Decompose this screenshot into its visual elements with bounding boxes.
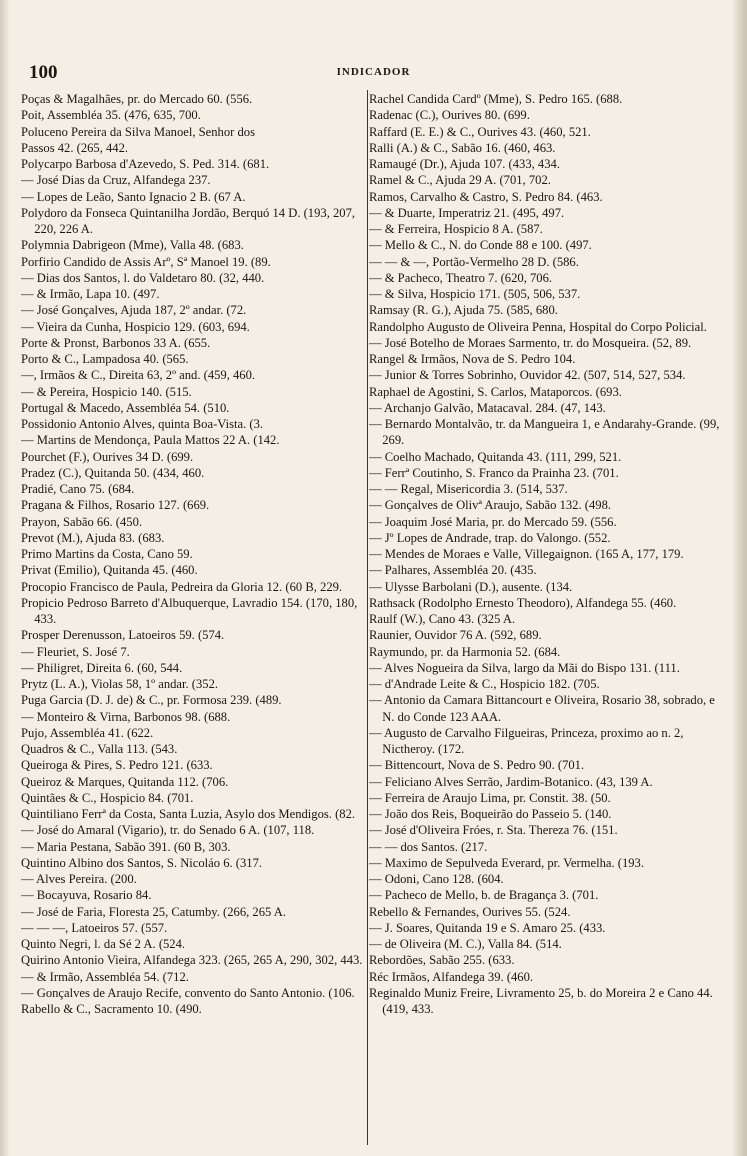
directory-entry: Quinto Negri, l. da Sé 2 A. (524.	[21, 937, 186, 951]
directory-entry: — Joaquim José Maria, pr. do Mercado 59. (556.	[369, 514, 617, 529]
directory-entry: Poit, Assembléa 35. (476, 635, 700.	[21, 108, 201, 123]
directory-entry: Ralli (A.) & C., Sabão 16. (460, 463.	[369, 140, 556, 155]
directory-entry: Radenac (C.), Ourives 80. (699.	[369, 108, 530, 123]
directory-entry: — José Botelho de Moraes Sarmento, tr. do Mosqueira. (52, 89.	[369, 335, 692, 350]
directory-entry: — Philigret, Direita 6. (60, 544.	[21, 660, 183, 675]
directory-entry: Rathsack (Rodolpho Ernesto Theodoro), Alfandega 55. (460.	[369, 595, 677, 610]
directory-entry: — — & —, Portão-Vermelho 28 D. (586.	[369, 254, 579, 269]
directory-column-left	[21, 91, 371, 1017]
directory-entry: — Alves Nogueira da Silva, largo da Mãi do Bispo 131. (111.	[369, 660, 680, 675]
directory-entry: Ramsay (R. G.), Ajuda 75. (585, 680.	[369, 303, 558, 318]
directory-entry: — Coelho Machado, Quitanda 43. (111, 299, 521.	[369, 449, 622, 464]
directory-entry: Quintino Albino dos Santos, S. Nicoláo 6. (317.	[21, 855, 263, 870]
directory-entry: — Alves Pereira. (200.	[21, 872, 137, 886]
directory-entry: — Gonçalves de Araujo Recife, convento do Santo Antonio. (106.	[21, 985, 355, 1000]
page-edge-left	[0, 0, 10, 1156]
directory-entry: — José Dias da Cruz, Alfandega 237.	[21, 173, 211, 188]
directory-entry: Ramaugé (Dr.), Ajuda 107. (433, 434.	[369, 157, 560, 171]
directory-entry: — Junior & Torres Sobrinho, Ouvidor 42. (507, 514, 527, 534.	[369, 368, 686, 383]
directory-entry: — J. Soares, Quitanda 19 e S. Amaro 25. (433.	[369, 920, 606, 935]
running-title: INDICADOR	[336, 66, 411, 78]
directory-entry: Polycarpo Barbosa d'Azevedo, S. Ped. 314. (681.	[21, 157, 270, 171]
directory-entry: Portugal & Macedo, Assembléa 54. (510.	[21, 400, 230, 415]
directory-entry: Prayon, Sabão 66. (450.	[21, 514, 143, 529]
directory-entry: Polydoro da Fonseca Quintanilha Jordão, Berquó 14 D. (193, 207, 220, 226 A.	[21, 205, 356, 236]
directory-entry: Primo Martins da Costa, Cano 59.	[21, 547, 193, 561]
directory-entry: Porfirio Candido de Assis Arº, Sª Manoel 19. (89.	[21, 254, 271, 269]
directory-entry: Raffard (E. E.) & C., Ourives 43. (460, 521.	[369, 124, 591, 139]
directory-entry: — & Irmão, Assembléa 54. (712.	[21, 969, 189, 984]
directory-entry: — Vieira da Cunha, Hospicio 129. (603, 694.	[21, 319, 250, 334]
directory-entry: Pourchet (F.), Ourives 34 D. (699.	[21, 449, 194, 464]
directory-entry: Privat (Emilio), Quitanda 45. (460.	[21, 563, 198, 578]
directory-entry: — — dos Santos. (217.	[369, 839, 488, 854]
directory-entry: Quadros & C., Valla 113. (543.	[21, 742, 178, 756]
directory-entry: — Bittencourt, Nova de S. Pedro 90. (701.	[369, 758, 585, 773]
directory-entry: — Bocayuva, Rosario 84.	[21, 888, 152, 903]
directory-entry: Poças & Magalhães, pr. do Mercado 60. (556.	[21, 92, 253, 106]
directory-entry: — Jº Lopes de Andrade, trap. do Valongo. (552.	[369, 530, 611, 545]
directory-entry: Pujo, Assembléa 41. (622.	[21, 725, 154, 740]
directory-entry: — Martins de Mendonça, Paula Mattos 22 A. (142.	[21, 433, 280, 448]
directory-entry: Quintiliano Ferrª da Costa, Santa Luzia, Asylo dos Mendigos. (82.	[21, 807, 356, 821]
directory-entry: Porte & Pronst, Barbonos 33 A. (655.	[21, 335, 211, 350]
directory-entry: Prosper Derenusson, Latoeiros 59. (574.	[21, 628, 225, 643]
directory-entry: — d'Andrade Leite & C., Hospicio 182. (705.	[369, 677, 600, 691]
directory-entry: Prytz (L. A.), Violas 58, 1º andar. (352.	[21, 677, 219, 691]
directory-entry: Propicio Pedroso Barreto d'Albuquerque, Lavradio 154. (170, 180, 433.	[21, 595, 358, 626]
directory-entry: — José do Amaral (Vigario), tr. do Senado 6 A. (107, 118.	[21, 823, 315, 838]
directory-entry: Ramel & C., Ajuda 29 A. (701, 702.	[369, 173, 551, 188]
directory-entry: — Odoni, Cano 128. (604.	[369, 872, 504, 886]
directory-entry: Polymnia Dabrigeon (Mme), Valla 48. (683.	[21, 238, 244, 253]
directory-entry: Pradez (C.), Quitanda 50. (434, 460.	[21, 465, 205, 480]
directory-entry: Quintães & C., Hospicio 84. (701.	[21, 790, 194, 805]
directory-entry: Rachel Candida Cardº (Mme), S. Pedro 165. (688.	[369, 92, 623, 106]
directory-entry: — & Pacheco, Theatro 7. (620, 706.	[369, 270, 553, 285]
directory-entry: — Maria Pestana, Sabão 391. (60 B, 303.	[21, 839, 231, 854]
column-divider	[367, 90, 368, 1145]
directory-entry: — Mello & C., N. do Conde 88 e 100. (497.	[369, 238, 592, 253]
directory-entry: Procopio Francisco de Paula, Pedreira da Gloria 12. (60 B, 229.	[21, 579, 343, 594]
directory-entry: Puga Garcia (D. J. de) & C., pr. Formosa 239. (489.	[21, 693, 282, 708]
directory-entry: — Pacheco de Mello, b. de Bragança 3. (701.	[369, 888, 599, 903]
directory-entry: — João dos Reis, Boqueirão do Passeio 5. (140.	[369, 807, 612, 821]
page-edge-right	[731, 0, 747, 1156]
directory-entry: — José de Faria, Floresta 25, Catumby. (266, 265 A.	[21, 904, 287, 919]
directory-entry: Rebello & Fernandes, Ourives 55. (524.	[369, 904, 571, 919]
directory-entry: — & Pereira, Hospicio 140. (515.	[21, 384, 192, 399]
page-number: 100	[29, 62, 58, 83]
directory-entry: Quirino Antonio Vieira, Alfandega 323. (265, 265 A, 290, 302, 443.	[21, 953, 363, 968]
directory-entry: Rangel & Irmãos, Nova de S. Pedro 104.	[369, 352, 576, 366]
directory-entry: — — Regal, Misericordia 3. (514, 537.	[369, 482, 568, 496]
directory-entry: Raulf (W.), Cano 43. (325 A.	[369, 612, 516, 626]
directory-entry: Randolpho Augusto de Oliveira Penna, Hospital do Corpo Policial.	[369, 319, 707, 334]
directory-entry: Raunier, Ouvidor 76 A. (592, 689.	[369, 628, 542, 643]
directory-entry: — Palhares, Assembléa 20. (435.	[369, 563, 537, 578]
directory-entry: — de Oliveira (M. C.), Valla 84. (514.	[369, 937, 562, 951]
directory-entry: Poluceno Pereira da Silva Manoel, Senhor dos	[21, 124, 255, 139]
directory-entry: —, Irmãos & C., Direita 63, 2º and. (459, 460.	[21, 368, 256, 383]
directory-entry: — José Gonçalves, Ajuda 187, 2º andar. (72.	[21, 303, 247, 318]
directory-entry: — — —, Latoeiros 57. (557.	[21, 920, 168, 935]
directory-entry: Pragana & Filhos, Rosario 127. (669.	[21, 498, 210, 513]
directory-entry: Raymundo, pr. da Harmonia 52. (684.	[369, 644, 561, 659]
directory-entry: — Augusto de Carvalho Filgueiras, Princeza, proximo ao n. 2, Nictheroy. (172.	[369, 725, 684, 756]
directory-entry: — José d'Oliveira Fróes, r. Sta. Thereza 76. (151.	[369, 823, 618, 838]
directory-entry: Rabello & C., Sacramento 10. (490.	[21, 1002, 202, 1016]
directory-entry: Prevot (M.), Ajuda 83. (683.	[21, 530, 165, 545]
directory-entry: Réc Irmãos, Alfandega 39. (460.	[369, 969, 534, 984]
directory-entry: — Fleuriet, S. José 7.	[21, 644, 130, 659]
directory-entry: Reginaldo Muniz Freire, Livramento 25, b. do Moreira 2 e Cano 44. (419, 433.	[369, 985, 713, 1016]
directory-entry: — & Irmão, Lapa 10. (497.	[21, 287, 160, 301]
directory-entry: — Ferrª Coutinho, S. Franco da Prainha 23. (701.	[369, 465, 619, 480]
directory-entry: — Ulysse Barbolani (D.), ausente. (134.	[369, 579, 573, 594]
directory-entry: Rebordões, Sabão 255. (633.	[369, 953, 515, 968]
directory-entry: Possidonio Antonio Alves, quinta Boa-Vista. (3.	[21, 417, 264, 431]
directory-entry: Passos 42. (265, 442.	[21, 140, 129, 155]
directory-entry: — Archanjo Galvão, Matacaval. 284. (47, 143.	[369, 400, 606, 415]
directory-entry: — & Silva, Hospicio 171. (505, 506, 537.	[369, 287, 581, 301]
directory-entry: — Gonçalves de Olivª Araujo, Sabão 132. (498.	[369, 498, 612, 513]
directory-entry: Queiroga & Pires, S. Pedro 121. (633.	[21, 758, 213, 773]
directory-entry: — Maximo de Sepulveda Everard, pr. Vermelha. (193.	[369, 855, 645, 870]
directory-entry: — Lopes de Leão, Santo Ignacio 2 B. (67 A.	[21, 189, 246, 204]
directory-column-right	[369, 91, 721, 1017]
directory-entry: — Dias dos Santos, l. do Valdetaro 80. (32, 440.	[21, 270, 265, 285]
directory-entry: Porto & C., Lampadosa 40. (565.	[21, 352, 189, 366]
directory-entry: — Feliciano Alves Serrão, Jardim-Botanico. (43, 139 A.	[369, 774, 653, 789]
directory-entry: Raphael de Agostini, S. Carlos, Mataporcos. (693.	[369, 384, 622, 399]
directory-entry: Pradié, Cano 75. (684.	[21, 482, 135, 496]
page-header	[0, 62, 747, 84]
directory-entry: — Mendes de Moraes e Valle, Villegaignon. (165 A, 177, 179.	[369, 547, 684, 561]
directory-entry: Queiroz & Marques, Quitanda 112. (706.	[21, 774, 229, 789]
directory-entry: — Monteiro & Virna, Barbonos 98. (688.	[21, 709, 231, 724]
directory-entry: — Bernardo Montalvão, tr. da Mangueira 1, e Andarahy-Grande. (99, 269.	[369, 417, 720, 448]
directory-entry: — Ferreira de Araujo Lima, pr. Constit. 38. (50.	[369, 790, 611, 805]
directory-entry: — & Duarte, Imperatriz 21. (495, 497.	[369, 205, 565, 220]
directory-entry: Ramos, Carvalho & Castro, S. Pedro 84. (463.	[369, 189, 603, 204]
directory-entry: — & Ferreira, Hospicio 8 A. (587.	[369, 222, 543, 236]
directory-entry: — Antonio da Camara Bittancourt e Oliveira, Rosario 38, sobrado, e N. do Conde 123 AAA.	[369, 693, 715, 724]
